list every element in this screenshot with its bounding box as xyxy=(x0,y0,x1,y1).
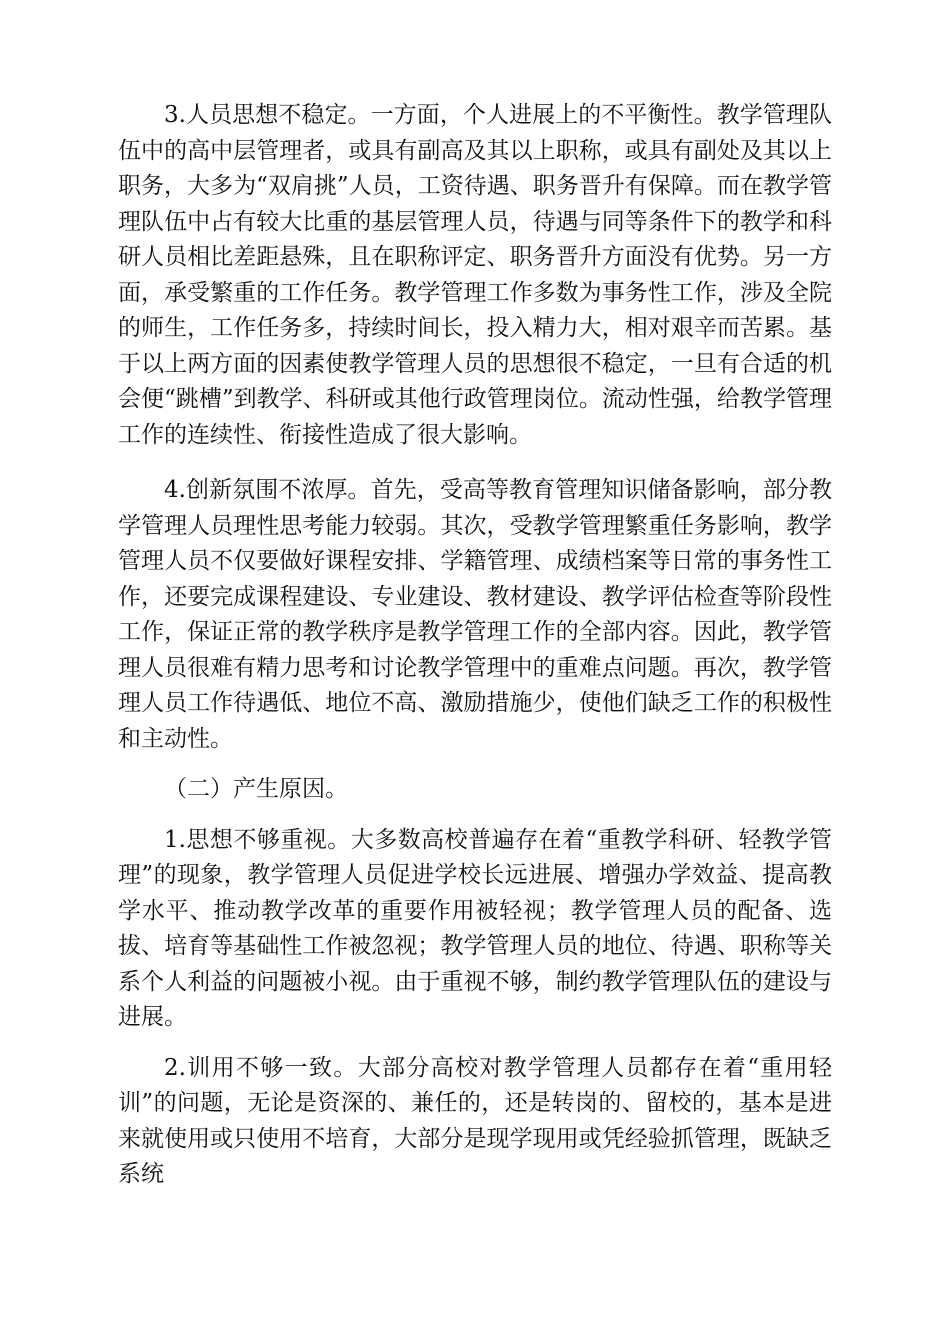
paragraph-instability: 3.人员思想不稳定。一方面，个人进展上的不平衡性。教学管理队伍中的高中层管理者，或具有副高及其以上职称，或具有副处及其以上职务，大多为“双肩挑”人员，工资待遇、职务晋升有保障。而在教学管理队伍中占有较大比重的基层管理人员，待遇与同等条件下的教学和科研人员相比差距悬殊，且在职称评定、职务晋升方面没有优势。另一方面，承受繁重的工作任务。教学管理工作多数为事务性工作，涉及全院的师生，工作任务多，持续时间长，投入精力大，相对艰辛而苦累。基于以上两方面的因素使教学管理人员的思想很不稳定，一旦有合适的机会便“跳槽”到教学、科研或其他行政管理岗位。流动性强，给教学管理工作的连续性、衔接性造成了很大影响。 xyxy=(118,102,832,448)
document-page xyxy=(118,98,832,1193)
paragraph-attention: 1.思想不够重视。大多数高校普遍存在着“重教学科研、轻教学管理”的现象，教学管理人员促进学校长远进展、增强办学效益、提高教学水平、推动教学改革的重要作用被轻视；教学管理人员的配备、选拔、培育等基础性工作被忽视；教学管理人员的地位、待遇、职称等关系个人利益的问题被小视。由于重视不够，制约教学管理队伍的建设与进展。 xyxy=(118,826,832,1030)
paragraph-gap xyxy=(118,1036,832,1051)
paragraph-gap xyxy=(118,808,832,823)
paragraph-innovation: 4.创新氛围不浓厚。首先，受高等教育管理知识储备影响，部分教学管理人员理性思考能力较弱。其次，受教学管理繁重任务影响，教学管理人员不仅要做好课程安排、学籍管理、成绩档案等日常的事务性工作，还要完成课程建设、专业建设、教材建设、教学评估检查等阶段性工作，保证正常的教学秩序是教学管理工作的全部内容。因此，教学管理人员很难有精力思考和讨论教学管理中的重难点问题。再次，教学管理人员工作待遇低、地位不高、激励措施少，使他们缺乏工作的积极性和主动性。 xyxy=(118,477,832,752)
paragraph-gap xyxy=(118,757,832,772)
section-heading-causes: （二）产生原因。 xyxy=(164,776,348,802)
paragraph-training: 2.训用不够一致。大部分高校对教学管理人员都存在着“重用轻训”的问题，无论是资深的、兼任的，还是转岗的、留校的，基本是进来就使用或只使用不培育，大部分是现学现用或凭经验抓管理，既缺乏系统 xyxy=(118,1054,832,1187)
paragraph-gap xyxy=(118,453,832,473)
